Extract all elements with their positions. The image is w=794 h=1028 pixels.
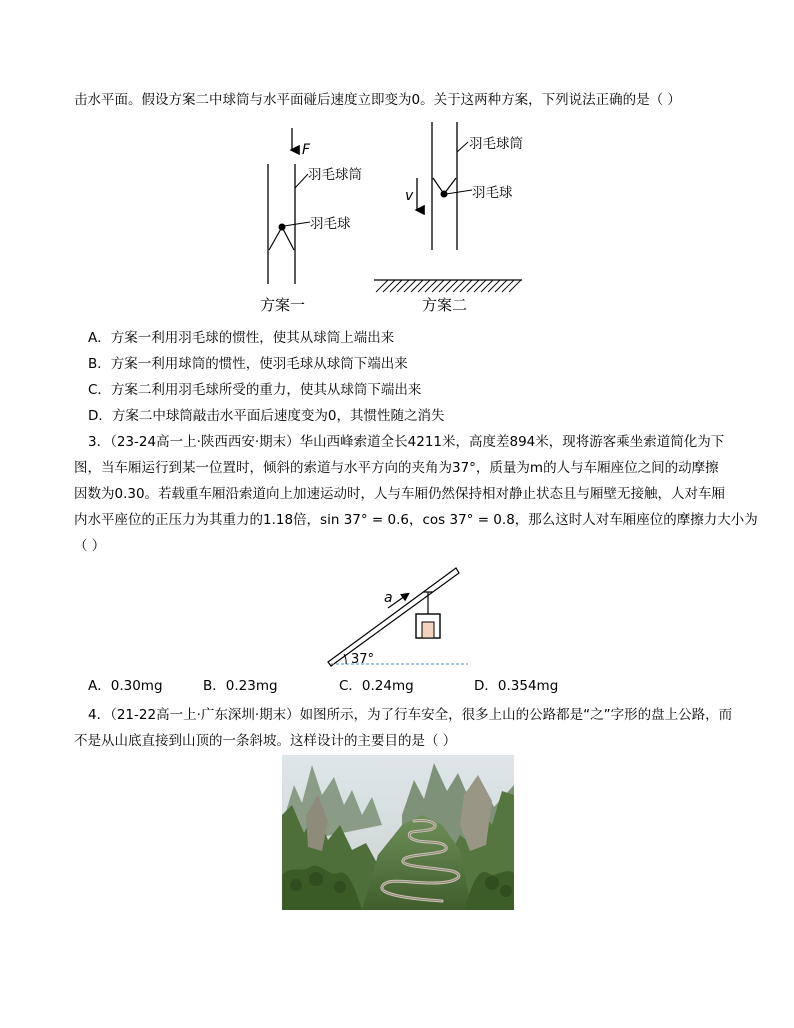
angle-label: 37° bbox=[351, 652, 375, 667]
tube-label-2: 羽毛球筒 bbox=[469, 136, 523, 152]
q3-line-4: 内水平座位的正压力为其重力的1.18倍，sin 37° = 0.6，cos 37° = 0.8，那么这时人对车厢座位的摩擦力大小为 bbox=[74, 512, 758, 528]
tube1-leader bbox=[295, 174, 308, 188]
shuttlecock-1 bbox=[279, 224, 286, 231]
q2-figure bbox=[250, 122, 540, 322]
ball1-leader bbox=[284, 222, 310, 226]
q3-figure bbox=[322, 564, 472, 670]
q2-option-d: D．方案二中球筒敲击水平面后速度变为0，其惯性随之消失 bbox=[88, 408, 445, 424]
caption-2: 方案二 bbox=[422, 296, 468, 314]
acceleration-label: a bbox=[384, 590, 393, 606]
q2-stem: 击水平面。假设方案二中球筒与水平面碰后速度立即变为0。关于这两种方案，下列说法正确的是（ ） bbox=[74, 92, 681, 108]
q2-option-b: B．方案一利用球筒的惯性，使羽毛球从球筒下端出来 bbox=[88, 356, 408, 372]
shuttle1-feather-left bbox=[269, 227, 282, 250]
q3-option-a: A．0.30mg bbox=[88, 678, 163, 694]
q2-option-c: C．方案二利用羽毛球所受的重力，使其从球筒下端出来 bbox=[88, 382, 422, 398]
q2-option-a: A．方案一利用羽毛球的惯性，使其从球筒上端出来 bbox=[88, 330, 395, 346]
shuttle1-feather-right bbox=[282, 227, 294, 250]
tube2-leader bbox=[457, 142, 468, 152]
ball-label-2: 羽毛球 bbox=[472, 185, 513, 201]
tube-label-1: 羽毛球筒 bbox=[308, 167, 362, 183]
mountain-road-photo bbox=[282, 755, 514, 910]
q3-line-2: 图，当车厢运行到某一位置时，倾斜的索道与水平方向的夹角为37°，质量为m的人与车厢座位之间的动摩擦 bbox=[74, 460, 719, 476]
cabin-passenger bbox=[422, 622, 434, 638]
ground-surface bbox=[374, 280, 522, 292]
caption-1: 方案一 bbox=[260, 296, 306, 314]
q3-option-d: D．0.354mg bbox=[474, 678, 559, 694]
q3-line-3: 因数为0.30。若载重车厢沿索道向上加速运动时，人与车厢仍然保持相对静止状态且与厢壁无接触，人对车厢 bbox=[74, 486, 726, 502]
q3-option-c: C．0.24mg bbox=[339, 678, 414, 694]
ball2-leader bbox=[446, 190, 472, 194]
q3-option-b: B．0.23mg bbox=[203, 678, 278, 694]
q4-line-1: 4．（21-22高一上·广东深圳·期末）如图所示，为了行车安全，很多上山的公路都是“之”字形的盘上公路，而 bbox=[88, 707, 733, 723]
ball-label-1: 羽毛球 bbox=[310, 216, 351, 232]
velocity-label: v bbox=[405, 188, 414, 204]
q3-line-5: （ ） bbox=[74, 538, 106, 554]
q3-line-1: 3．（23-24高一上·陕西西安·期末）华山西峰索道全长4211米，高度差894米，现将游客乘坐索道简化为下 bbox=[88, 434, 725, 450]
force-label: F bbox=[302, 142, 311, 158]
q4-line-2: 不是从山底直接到山顶的一条斜坡。这样设计的主要目的是（ ） bbox=[74, 733, 457, 749]
